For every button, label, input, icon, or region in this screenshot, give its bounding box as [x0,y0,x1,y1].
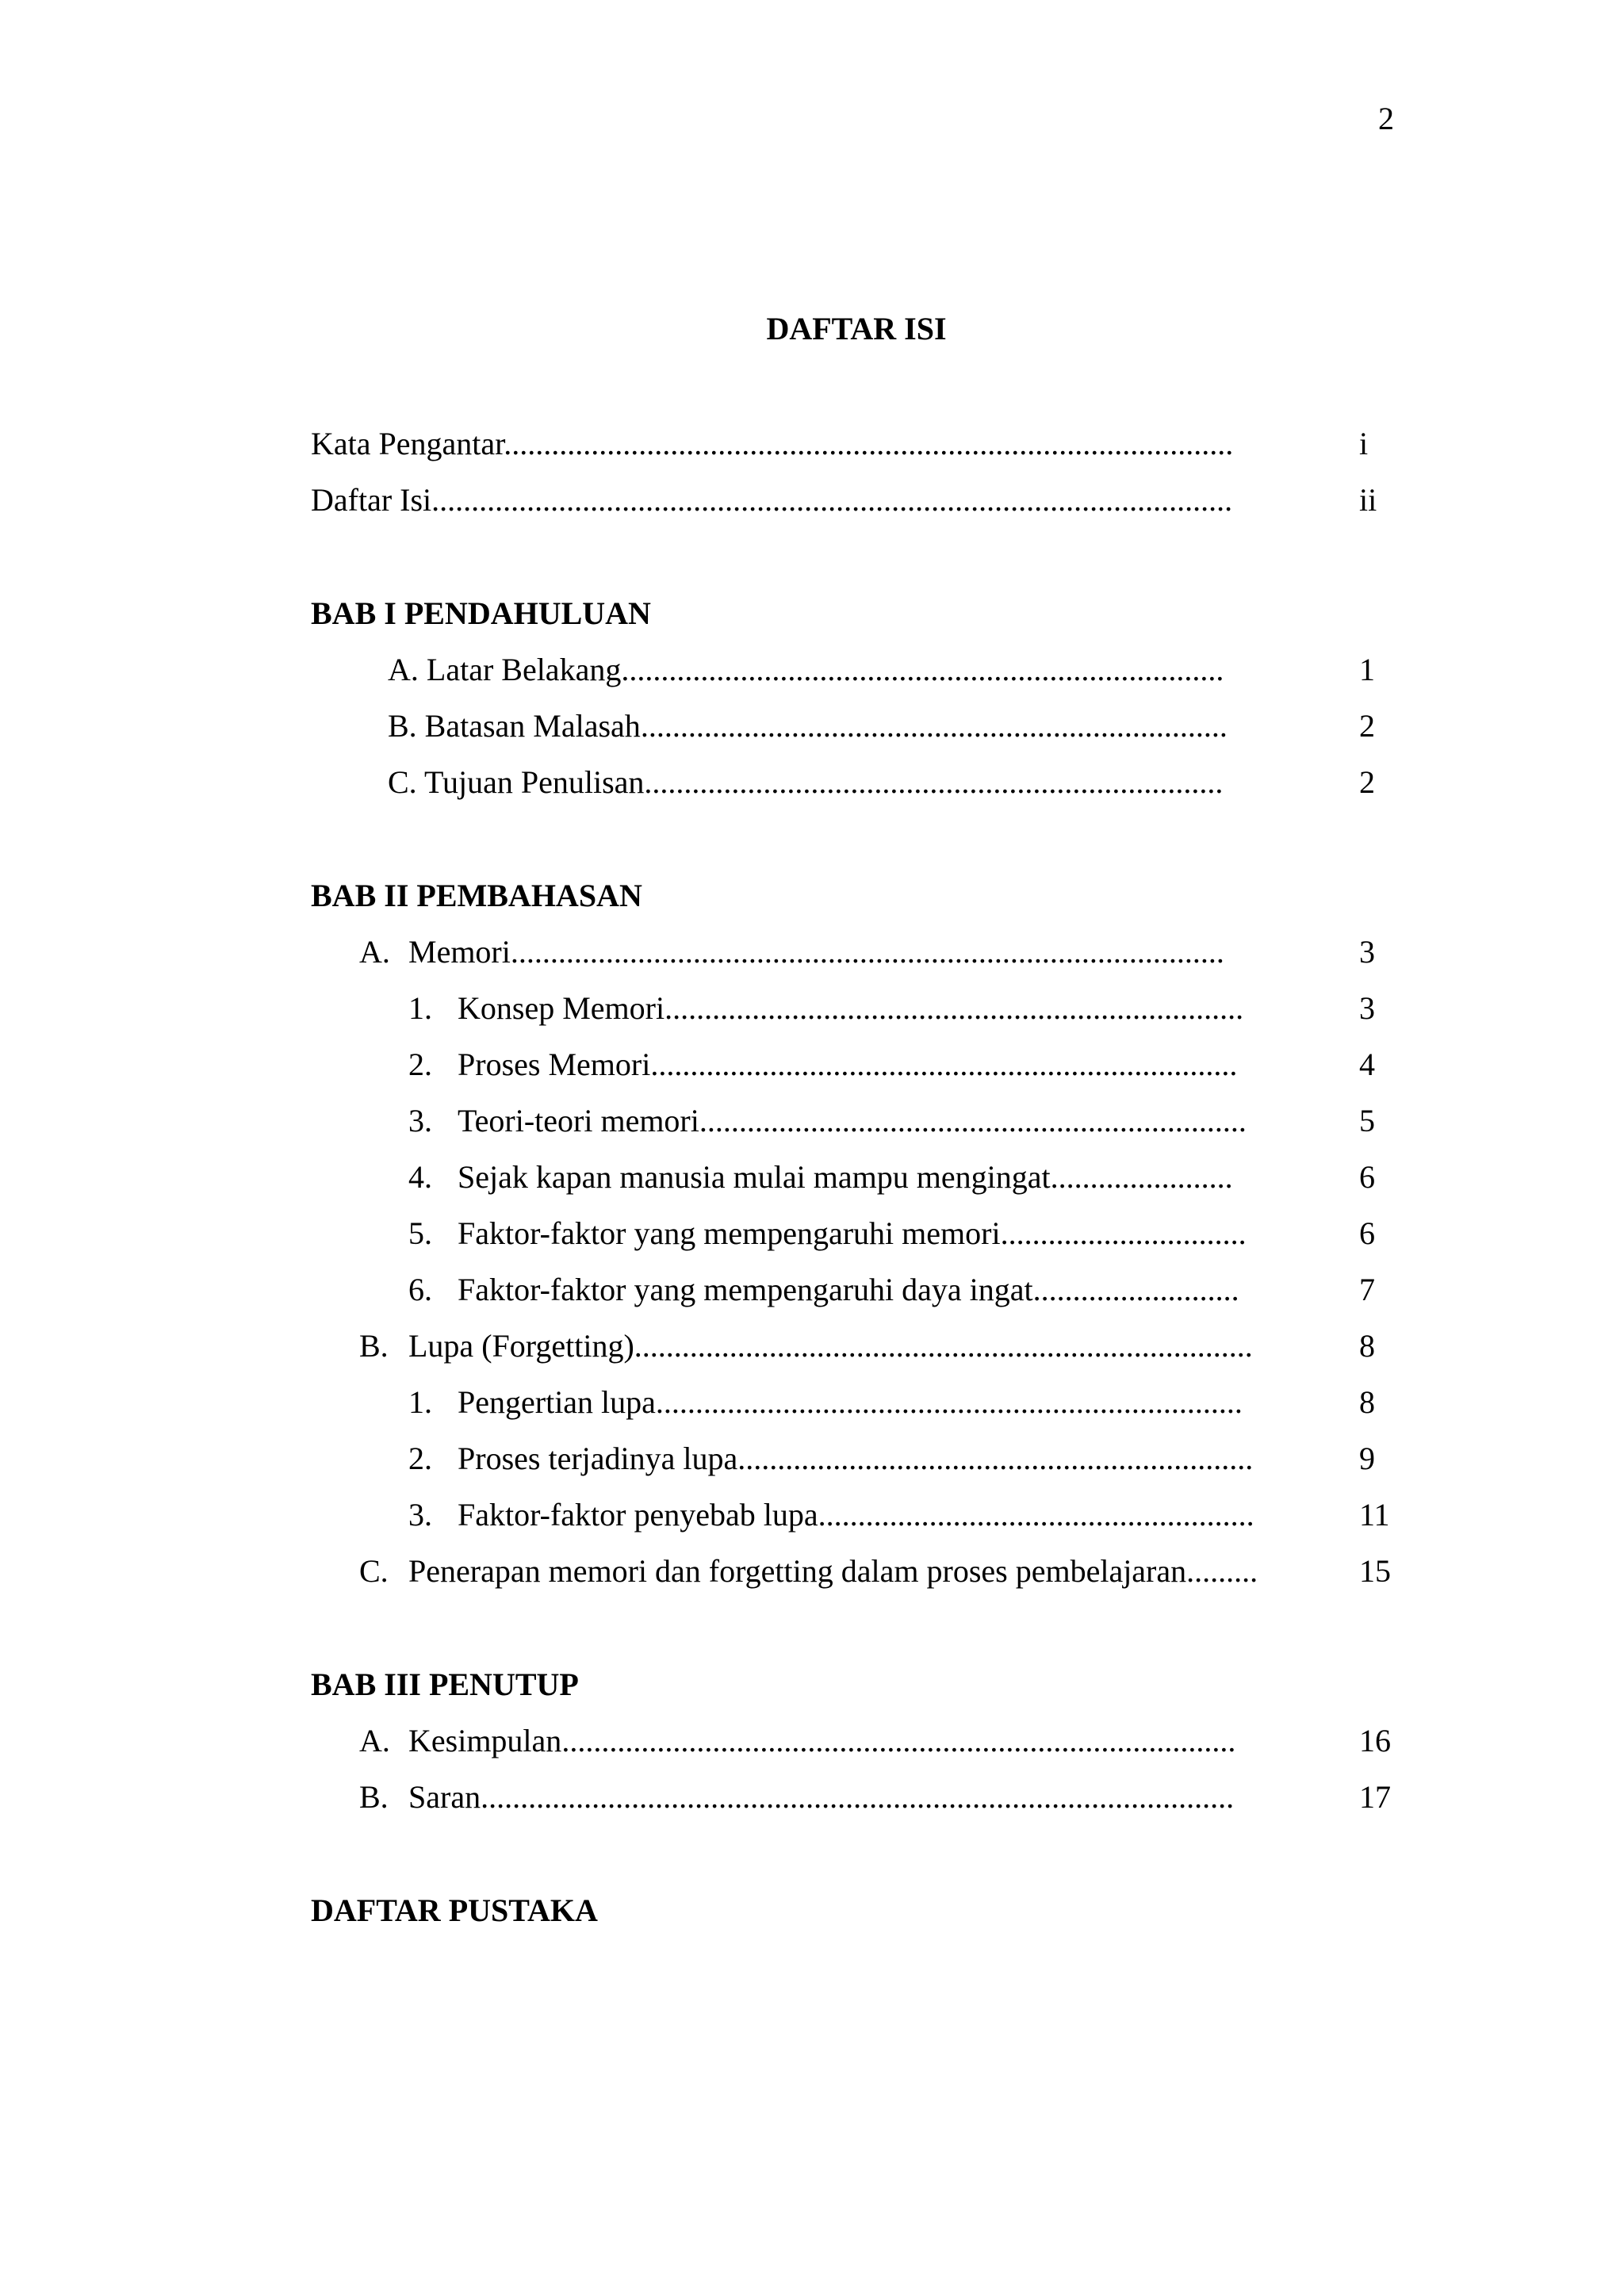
toc-entry-latar-belakang [388,646,1272,694]
toc-entry-page: 11 [1359,1497,1390,1533]
toc-entry-faktor-lupa [408,1491,1283,1539]
toc-entry-label: Memori [408,934,511,970]
toc-entry-label: Pengertian lupa [458,1384,656,1420]
toc-entry-label: Proses terjadinya lupa [458,1441,738,1476]
toc-entry-kata-pengantar [311,420,1286,468]
toc-entry-sejak-kapan [408,1154,1267,1201]
toc-entry-label: Sejak kapan manusia mulai mampu mengingat [458,1159,1051,1195]
toc-entry-page: 7 [1359,1272,1375,1307]
toc-dot-leader: ..................................................................................................... [431,482,1233,518]
toc-entry-marker: 3. [408,1103,432,1138]
toc-dot-leader: ......... [1186,1553,1258,1589]
toc-entry-label: Daftar Isi [311,482,432,518]
toc-entry-lupa [359,1322,1275,1370]
toc-entry-label: A. Latar Belakang [388,652,622,687]
toc-entry-marker: 6. [408,1272,432,1307]
toc-entry-label: C. Tujuan Penulisan [388,764,645,800]
toc-entry-label: Teori-teori memori [458,1103,699,1138]
toc-entry-memori [359,928,1269,976]
toc-entry-marker: A. [359,1723,390,1758]
toc-entry-label: Kesimpulan [408,1723,562,1758]
toc-entry-label: Faktor-faktor penyebab lupa [458,1497,818,1533]
toc-entry-faktor-daya-ingat [408,1266,1275,1314]
toc-entry-tujuan-penulisan [388,759,1272,806]
toc-dot-leader: ......................................................................... [665,990,1244,1026]
page-number: 2 [1378,101,1394,136]
toc-entry-label: Saran [408,1779,481,1815]
chapter-heading-bab-2: BAB II PEMBAHASAN [311,878,642,913]
chapter-heading-daftar-pustaka: DAFTAR PUSTAKA [311,1892,598,1928]
toc-entry-page: 17 [1359,1779,1391,1815]
toc-entry-page: 3 [1359,990,1375,1026]
toc-entry-page: 1 [1359,652,1375,687]
toc-entry-label: Penerapan memori dan forgetting dalam proses pembelajaran [408,1553,1187,1589]
toc-entry-marker: 3. [408,1497,432,1533]
toc-entry-marker: 1. [408,990,432,1026]
toc-entry-page: i [1359,426,1369,461]
chapter-heading-bab-1: BAB I PENDAHULUAN [311,595,651,631]
toc-entry-pengertian-lupa [408,1379,1277,1426]
toc-entry-konsep-memori [408,985,1270,1032]
toc-entry-marker: A. [359,934,390,970]
toc-entry-marker: B. [359,1779,389,1815]
toc-entry-marker: 2. [408,1047,432,1082]
toc-entry-page: 8 [1359,1384,1375,1420]
toc-entry-penerapan [359,1548,1295,1595]
toc-entry-label: Konsep Memori [458,990,665,1026]
toc-entry-page: 9 [1359,1441,1375,1476]
toc-dot-leader: ............................................................................................ [504,426,1234,461]
toc-dot-leader: ....................................................... [818,1497,1254,1533]
toc-dot-leader: ................................................................. [737,1441,1254,1476]
chapter-heading-bab-3: BAB III PENUTUP [311,1667,579,1702]
toc-entry-label: Faktor-faktor yang mempengaruhi memori [458,1215,1001,1251]
toc-entry-page: 4 [1359,1047,1375,1082]
toc-dot-leader: ............................................................................ [621,652,1224,687]
toc-entry-kesimpulan [359,1717,1281,1765]
toc-dot-leader: .......................................................................... [650,1047,1238,1082]
toc-entry-label: Proses Memori [458,1047,651,1082]
toc-entry-faktor-memori [408,1210,1283,1257]
toc-entry-page: 15 [1359,1553,1391,1589]
toc-entry-label: Kata Pengantar [311,426,504,461]
toc-title: DAFTAR ISI [766,311,947,346]
toc-entry-marker: 1. [408,1384,432,1420]
toc-entry-page: ii [1359,482,1377,518]
toc-entry-marker: 2. [408,1441,432,1476]
toc-dot-leader: .......................... [1032,1272,1239,1307]
toc-entry-saran [359,1774,1281,1821]
toc-dot-leader: ............................... [1000,1215,1247,1251]
toc-entry-proses-lupa [408,1435,1281,1483]
toc-dot-leader: ............................................................................................... [481,1779,1235,1815]
toc-entry-teori-memori [408,1097,1275,1145]
toc-entry-daftar-isi [311,476,1286,524]
toc-entry-batasan-malasah [388,702,1272,750]
toc-entry-page: 16 [1359,1723,1391,1758]
toc-entry-page: 5 [1359,1103,1375,1138]
toc-entry-marker: C. [359,1553,389,1589]
toc-entry-page: 3 [1359,934,1375,970]
toc-dot-leader: ..................................................................... [699,1103,1247,1138]
toc-entry-label: Lupa (Forgetting) [408,1328,634,1364]
toc-entry-page: 6 [1359,1215,1375,1251]
toc-dot-leader: .......................................................................................... [510,934,1224,970]
toc-entry-page: 2 [1359,708,1375,744]
toc-entry-label: B. Batasan Malasah [388,708,641,744]
toc-dot-leader: .............................................................................. [634,1328,1253,1364]
toc-entry-label: Faktor-faktor yang mempengaruhi daya ingat [458,1272,1033,1307]
toc-entry-marker: 5. [408,1215,432,1251]
toc-dot-leader: ......................................................................... [644,764,1224,800]
toc-entry-page: 2 [1359,764,1375,800]
toc-dot-leader: .......................................................................... [640,708,1228,744]
toc-dot-leader: ..................................................................................... [561,1723,1236,1758]
toc-entry-proses-memori [408,1041,1272,1089]
toc-dot-leader: .......................................................................... [655,1384,1243,1420]
toc-entry-page: 8 [1359,1328,1375,1364]
toc-dot-leader: ....................... [1050,1159,1233,1195]
toc-entry-marker: 4. [408,1159,432,1195]
toc-entry-page: 6 [1359,1159,1375,1195]
toc-entry-marker: B. [359,1328,389,1364]
